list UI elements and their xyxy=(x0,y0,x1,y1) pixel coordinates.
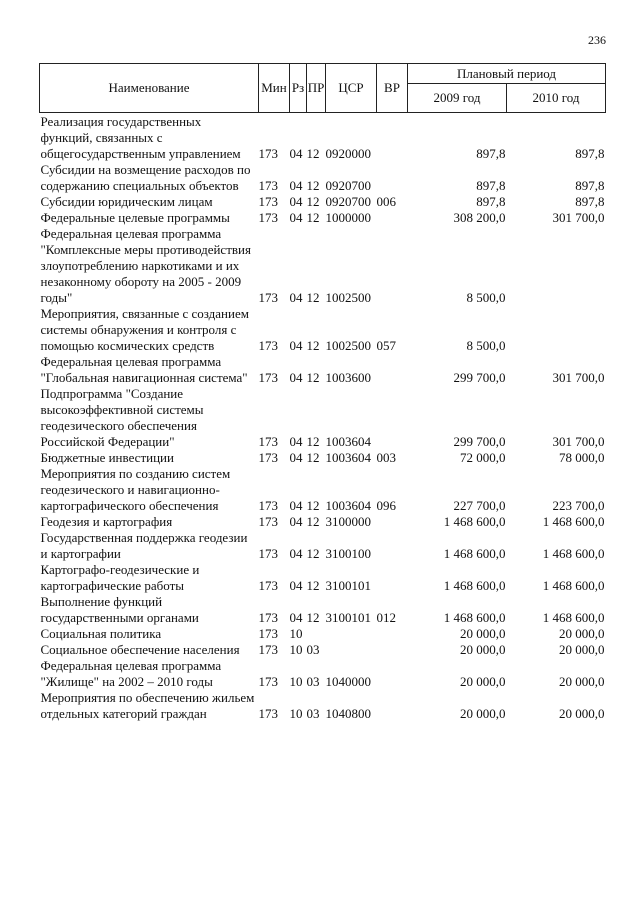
row-amount-2009: 897,8 xyxy=(476,146,506,161)
row-name: Субсидии юридическим лицам xyxy=(40,194,213,209)
row-amount-2009: 72 000,0 xyxy=(460,450,506,465)
table-row xyxy=(40,450,606,466)
table-row xyxy=(40,306,606,354)
row-amount-2009: 897,8 xyxy=(476,194,506,209)
row-amount-2010: 1 468 600,0 xyxy=(542,546,605,561)
header-min: Мин xyxy=(259,64,290,113)
row-csr: 3100101 xyxy=(325,578,371,593)
row-pr: 12 xyxy=(306,210,320,225)
row-name: Подпрограмма "Создание высокоэффективной системы геодезического обеспечения Российской Федерации" xyxy=(40,386,204,449)
row-min: 173 xyxy=(258,610,278,625)
row-csr: 0920700 xyxy=(325,178,371,193)
table-row xyxy=(40,690,606,722)
row-vr: 006 xyxy=(376,194,396,209)
row-name: Картографо-геодезические и картографические работы xyxy=(40,562,200,593)
row-rz: 04 xyxy=(289,338,303,353)
row-csr: 1000000 xyxy=(325,210,371,225)
row-amount-2010 xyxy=(507,306,606,354)
row-amount-2009: 1 468 600,0 xyxy=(443,610,506,625)
row-min: 173 xyxy=(258,706,278,721)
row-name: Геодезия и картография xyxy=(40,514,173,529)
header-csr: ЦСР xyxy=(326,64,377,113)
row-name: Федеральные целевые программы xyxy=(40,210,230,225)
row-min: 173 xyxy=(258,674,278,689)
row-name: Бюджетные инвестиции xyxy=(40,450,174,465)
row-csr xyxy=(326,626,377,642)
row-pr: 03 xyxy=(306,674,320,689)
row-min: 173 xyxy=(258,146,278,161)
row-rz: 10 xyxy=(289,626,303,641)
row-rz: 04 xyxy=(289,178,303,193)
row-rz: 04 xyxy=(289,498,303,513)
row-pr: 12 xyxy=(306,546,320,561)
row-vr xyxy=(377,562,408,594)
row-vr xyxy=(377,113,408,163)
row-pr: 12 xyxy=(306,194,320,209)
row-amount-2009: 299 700,0 xyxy=(453,370,506,385)
row-amount-2009: 20 000,0 xyxy=(460,626,506,641)
row-pr: 03 xyxy=(306,706,320,721)
row-min: 173 xyxy=(258,642,278,657)
row-vr: 003 xyxy=(376,450,396,465)
row-rz: 10 xyxy=(289,706,303,721)
row-amount-2009: 20 000,0 xyxy=(460,706,506,721)
row-vr xyxy=(377,514,408,530)
row-csr: 1003600 xyxy=(325,370,371,385)
row-pr: 12 xyxy=(306,578,320,593)
table-row xyxy=(40,194,606,210)
row-min: 173 xyxy=(258,434,278,449)
row-name: Реализация государственных функций, связанных с общегосударственным управлением xyxy=(40,114,241,161)
row-min: 173 xyxy=(258,578,278,593)
header-name: Наименование xyxy=(40,64,259,113)
row-rz: 04 xyxy=(289,146,303,161)
row-vr: 012 xyxy=(376,610,396,625)
row-name: Субсидии на возмещение расходов по содержанию специальных объектов xyxy=(40,162,251,193)
row-vr xyxy=(377,162,408,194)
row-pr: 12 xyxy=(306,178,320,193)
row-vr xyxy=(377,690,408,722)
row-amount-2010: 223 700,0 xyxy=(552,498,605,513)
row-csr: 1003604 xyxy=(325,498,371,513)
row-name: Мероприятия по обеспечению жильем отдельных категорий граждан xyxy=(40,690,255,721)
table-row xyxy=(40,210,606,226)
row-pr: 12 xyxy=(306,514,320,529)
table-row xyxy=(40,594,606,626)
row-amount-2009: 897,8 xyxy=(476,178,506,193)
header-year-2010: 2010 год xyxy=(507,84,606,113)
row-min: 173 xyxy=(258,370,278,385)
row-amount-2010: 301 700,0 xyxy=(552,210,605,225)
row-amount-2009: 20 000,0 xyxy=(460,674,506,689)
row-amount-2009: 8 500,0 xyxy=(466,290,506,305)
row-rz: 04 xyxy=(289,290,303,305)
row-csr xyxy=(326,642,377,658)
row-amount-2010: 78 000,0 xyxy=(559,450,605,465)
table-row xyxy=(40,530,606,562)
row-min: 173 xyxy=(258,546,278,561)
row-name: Мероприятия по созданию систем геодезического и навигационно-картографического обеспечения xyxy=(40,466,231,513)
row-pr: 12 xyxy=(306,610,320,625)
row-rz: 04 xyxy=(289,578,303,593)
row-name: Федеральная целевая программа "Жилище" на 2002 – 2010 годы xyxy=(40,658,222,689)
row-csr: 3100000 xyxy=(325,514,371,529)
row-name: Федеральная целевая программа "Комплексные меры противодействия злоупотреблению наркотиками и их незаконному обороту на 2005 - 2009 годы" xyxy=(40,226,251,305)
row-amount-2010: 1 468 600,0 xyxy=(542,514,605,529)
row-amount-2010: 20 000,0 xyxy=(559,626,605,641)
row-amount-2009: 1 468 600,0 xyxy=(443,546,506,561)
row-amount-2010 xyxy=(507,226,606,306)
row-amount-2010: 897,8 xyxy=(575,146,605,161)
row-pr: 12 xyxy=(306,498,320,513)
table-row xyxy=(40,113,606,163)
row-pr: 12 xyxy=(306,370,320,385)
row-rz: 04 xyxy=(289,194,303,209)
table-row xyxy=(40,354,606,386)
table-row xyxy=(40,386,606,450)
row-amount-2010: 897,8 xyxy=(575,178,605,193)
row-vr xyxy=(377,226,408,306)
row-amount-2009: 308 200,0 xyxy=(453,210,506,225)
row-rz: 10 xyxy=(289,674,303,689)
row-rz: 04 xyxy=(289,610,303,625)
header-rz: Рз xyxy=(290,64,307,113)
table-row xyxy=(40,466,606,514)
row-vr xyxy=(377,210,408,226)
row-min: 173 xyxy=(258,178,278,193)
row-csr: 1002500 xyxy=(325,338,371,353)
row-pr: 12 xyxy=(306,338,320,353)
row-amount-2009: 227 700,0 xyxy=(453,498,506,513)
row-csr: 0920700 xyxy=(325,194,371,209)
row-min: 173 xyxy=(258,450,278,465)
row-name: Мероприятия, связанные с созданием системы обнаружения и контроля с помощью космических средств xyxy=(40,306,249,353)
row-csr: 1002500 xyxy=(325,290,371,305)
row-amount-2010: 1 468 600,0 xyxy=(542,578,605,593)
row-rz: 04 xyxy=(289,546,303,561)
row-min: 173 xyxy=(258,194,278,209)
row-min: 173 xyxy=(258,338,278,353)
row-name: Выполнение функций государственными органами xyxy=(40,594,199,625)
header-vr: ВР xyxy=(377,64,408,113)
row-amount-2010: 897,8 xyxy=(575,194,605,209)
row-amount-2010: 20 000,0 xyxy=(559,674,605,689)
row-csr: 1040800 xyxy=(325,706,371,721)
row-rz: 04 xyxy=(289,514,303,529)
row-vr xyxy=(377,658,408,690)
table-row xyxy=(40,226,606,306)
row-vr xyxy=(377,626,408,642)
row-vr: 096 xyxy=(376,498,396,513)
row-amount-2009: 1 468 600,0 xyxy=(443,514,506,529)
row-pr: 12 xyxy=(306,450,320,465)
row-pr xyxy=(307,626,326,642)
row-name: Государственная поддержка геодезии и картографии xyxy=(40,530,248,561)
table-row xyxy=(40,626,606,642)
header-pr: ПР xyxy=(307,64,326,113)
row-csr: 3100101 xyxy=(325,610,371,625)
row-min: 173 xyxy=(258,498,278,513)
row-min: 173 xyxy=(258,514,278,529)
table-body xyxy=(40,113,606,723)
row-amount-2010: 20 000,0 xyxy=(559,642,605,657)
row-csr: 1003604 xyxy=(325,450,371,465)
row-amount-2009: 299 700,0 xyxy=(453,434,506,449)
row-amount-2009: 1 468 600,0 xyxy=(443,578,506,593)
row-min: 173 xyxy=(258,210,278,225)
row-name: Федеральная целевая программа "Глобальная навигационная система" xyxy=(40,354,248,385)
row-pr: 03 xyxy=(306,642,320,657)
row-rz: 04 xyxy=(289,434,303,449)
table-row xyxy=(40,514,606,530)
row-vr xyxy=(377,354,408,386)
header-year-2009: 2009 год xyxy=(408,84,507,113)
row-min: 173 xyxy=(258,290,278,305)
row-vr xyxy=(377,530,408,562)
row-name: Социальное обеспечение населения xyxy=(40,642,240,657)
row-vr xyxy=(377,386,408,450)
row-csr: 3100100 xyxy=(325,546,371,561)
table-row xyxy=(40,562,606,594)
row-min: 173 xyxy=(258,626,278,641)
table-header xyxy=(40,64,606,113)
row-amount-2009: 20 000,0 xyxy=(460,642,506,657)
row-amount-2010: 301 700,0 xyxy=(552,370,605,385)
row-pr: 12 xyxy=(306,434,320,449)
header-planned-period: Плановый период xyxy=(408,64,606,84)
row-amount-2009: 8 500,0 xyxy=(466,338,506,353)
row-rz: 04 xyxy=(289,210,303,225)
table-row xyxy=(40,642,606,658)
row-csr: 1040000 xyxy=(325,674,371,689)
row-rz: 04 xyxy=(289,370,303,385)
row-amount-2010: 20 000,0 xyxy=(559,706,605,721)
row-rz: 04 xyxy=(289,450,303,465)
row-pr: 12 xyxy=(306,290,320,305)
row-vr: 057 xyxy=(376,338,396,353)
row-pr: 12 xyxy=(306,146,320,161)
table-row xyxy=(40,658,606,690)
row-amount-2010: 1 468 600,0 xyxy=(542,610,605,625)
row-rz: 10 xyxy=(289,642,303,657)
row-csr: 1003604 xyxy=(325,434,371,449)
row-amount-2010: 301 700,0 xyxy=(552,434,605,449)
budget-table xyxy=(39,63,606,722)
page-number: 236 xyxy=(588,33,606,47)
row-name: Социальная политика xyxy=(40,626,162,641)
row-vr xyxy=(377,642,408,658)
row-csr: 0920000 xyxy=(325,146,371,161)
table-row xyxy=(40,162,606,194)
